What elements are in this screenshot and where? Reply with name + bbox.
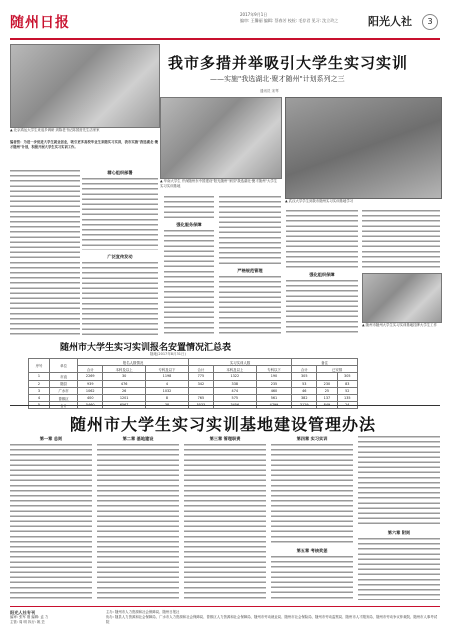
article-column [10, 170, 80, 335]
table-header-cell: 实习实训人数 [188, 359, 291, 366]
article-lead: 编者按：为进一步促进大学生就业创业，吸引更多高校毕业生来随实习实训，我市实施"我选湖北·聚才随州"计划，积极开展大学生实习实训工作。 [10, 140, 158, 150]
table-cell: 382 [292, 394, 317, 401]
article-column [358, 436, 440, 526]
table-cell: 1062 [78, 387, 103, 394]
photo-banner [160, 97, 282, 179]
photo-meeting [10, 44, 160, 128]
section-heading: 第六章 附则 [387, 530, 411, 535]
table-cell: 市直 [49, 373, 77, 380]
article-column [82, 178, 158, 250]
table-row [29, 387, 358, 394]
main-subtitle: ——实施"我选湖北·聚才随州"计划系列之三 [210, 75, 345, 83]
table-cell: 46 [292, 387, 317, 394]
table-cell: 随县 [49, 380, 77, 387]
article-column [219, 276, 281, 335]
section-heading: 广泛宣传发动 [107, 254, 133, 259]
table-cell: 561 [256, 394, 292, 401]
table-cell: 939 [78, 380, 103, 387]
section-title: 阳光人社 [368, 15, 412, 28]
table-cell: 476 [103, 380, 146, 387]
footer-cohosts: 协办: 随县人力资源和社会保障局、广水市人力资源和社会保障局、曾都区人力资源和社会保障局、随州市劳动就业局、随州市社会保险局、随州市劳动监察局、随州市人才服务局、随州市劳动争议仲裁院、随州市人事考试院 [106, 615, 438, 624]
table-cell: 83 [337, 380, 357, 387]
footer-title: 阳光人社专刊 [10, 610, 36, 615]
table-cell: 575 [213, 394, 256, 401]
table-cell: 775 [188, 373, 213, 380]
table-header-cell: 已安排 [317, 366, 358, 373]
table-subtitle: 随地(2017年8月31日) [150, 352, 186, 356]
table-header-cell: 本科及以上 [103, 366, 146, 373]
photo-award [362, 273, 442, 323]
table-cell: 137 [317, 394, 337, 401]
table-cell: 1032 [146, 387, 189, 394]
newspaper-logo: 随州日报 [10, 15, 70, 31]
footer-organizers [106, 610, 440, 625]
section-heading: 第三章 管理职责 [209, 436, 241, 441]
table-cell: 305 [292, 373, 317, 380]
table-cell: 1201 [103, 394, 146, 401]
table-cell: 1322 [213, 373, 256, 380]
table-cell: 1198 [146, 373, 189, 380]
table-cell: 190 [256, 373, 292, 380]
article-column [97, 444, 179, 600]
table-header-cell: 单位 [49, 359, 77, 373]
table-header-cell: 合计 [78, 366, 103, 373]
article-column [219, 196, 281, 266]
footer-credits [10, 610, 100, 625]
photo-group [285, 97, 442, 199]
table-cell: 474 [213, 387, 256, 394]
table-cell: 135 [337, 394, 357, 401]
table-cell: 235 [256, 380, 292, 387]
table-title: 随州市大学生实习实训报名安置情况汇总表 [60, 343, 232, 353]
table-header-row [29, 359, 358, 366]
section-heading: 严格规范管理 [237, 268, 263, 273]
table-cell: 460 [256, 387, 292, 394]
table-cell: 53 [292, 380, 317, 387]
table-header-cell: 专科及以下 [146, 366, 189, 373]
page-footer [10, 606, 440, 635]
table-cell: 广水市 [49, 387, 77, 394]
table-row [29, 373, 358, 380]
table-cell [317, 373, 337, 380]
main-headline: 我市多措并举吸引大学生实习实训 [168, 54, 409, 72]
table-cell: 8 [146, 394, 189, 401]
table-cell: 765 [188, 394, 213, 401]
table-header-cell: 合计 [292, 366, 317, 373]
photo-caption: ▲ 北京鸿运大学生来返乡调研 到陈老书记陈国营先生店家家 [10, 128, 100, 132]
byline: 通讯员 宋琴 [260, 89, 279, 93]
stats-table [28, 358, 358, 409]
table-cell: 2 [29, 380, 50, 387]
section-heading: 第一章 总则 [39, 436, 63, 441]
issue-date: 2017年9月1日 [240, 12, 268, 17]
article-column [164, 230, 214, 335]
section-divider [10, 405, 440, 406]
table-header-cell: 备注 [292, 359, 358, 366]
table-header-cell: 合计 [188, 366, 213, 373]
table-header-cell: 专科以下 [256, 366, 292, 373]
section-heading: 强化服务保障 [176, 222, 202, 227]
section-heading: 第二章 基地建设 [122, 436, 154, 441]
table-row [29, 380, 358, 387]
table-cell: 30 [103, 373, 146, 380]
article-column [271, 444, 353, 544]
editor-credits: 编审: 王馨丽 编辑: 蔡春芳 校检: 毛存君 见习: 沈立玲之 [240, 18, 339, 23]
photo-caption: ▲ 随州市随州大学生实习实训基地挂牌大学生工作 [362, 323, 437, 327]
table-cell: 2269 [78, 373, 103, 380]
article-column [164, 196, 214, 220]
table-cell: 338 [213, 380, 256, 387]
photo-caption: ▲ 华南大学生 并深随州东中国建设"阳光随州"家园"我选湖北·聚才随州"大学生实习实训基地 [160, 179, 278, 188]
table-cell: 305 [337, 373, 357, 380]
article-column [82, 262, 158, 335]
footer-editors: 编审: 张军 刚 编辑: 孟 力 [10, 615, 49, 619]
page-number: 3 [422, 14, 438, 30]
article-column [286, 210, 358, 270]
footer-host: 主办: 随州市人力资源和社会保障局、随州日报社 [106, 610, 180, 614]
table-cell: 26 [103, 387, 146, 394]
article-column [286, 280, 358, 335]
article-column [358, 538, 440, 600]
table-cell: 1 [29, 373, 50, 380]
masthead [10, 8, 440, 40]
section-heading: 强化组织保障 [309, 272, 335, 277]
article-column [362, 210, 440, 270]
table-cell: 230 [317, 380, 337, 387]
table-cell: 52 [337, 387, 357, 394]
table-cell: 4 [146, 380, 189, 387]
section-heading: 第五章 考核奖惩 [296, 548, 328, 553]
photo-caption: ▲ 武汉大学学生到我市随州实习实训基地学习 [285, 199, 354, 203]
table-cell: 曾都区 [49, 394, 77, 401]
article-column [271, 556, 353, 600]
section-heading: 第四章 实习实训 [296, 436, 328, 441]
table-cell: 4 [29, 394, 50, 401]
table-cell: 400 [78, 394, 103, 401]
article-column [10, 444, 92, 600]
article-column [184, 444, 266, 600]
table-row [29, 394, 358, 401]
section-heading: 精心组织部署 [107, 170, 133, 175]
table-header-cell: 序号 [29, 359, 50, 373]
table-cell: 25 [317, 387, 337, 394]
footer-supervisors: 主管: 周 明 执行: 姚 芸 [10, 620, 45, 624]
bottom-headline: 随州市大学生实习实训基地建设管理办法 [70, 415, 377, 434]
table-header-cell: 报名人数情况 [78, 359, 189, 366]
table-cell: 3 [29, 387, 50, 394]
table-cell [188, 387, 213, 394]
table-cell: 342 [188, 380, 213, 387]
table-header-row [29, 366, 358, 373]
table-header-cell: 本科及以上 [213, 366, 256, 373]
